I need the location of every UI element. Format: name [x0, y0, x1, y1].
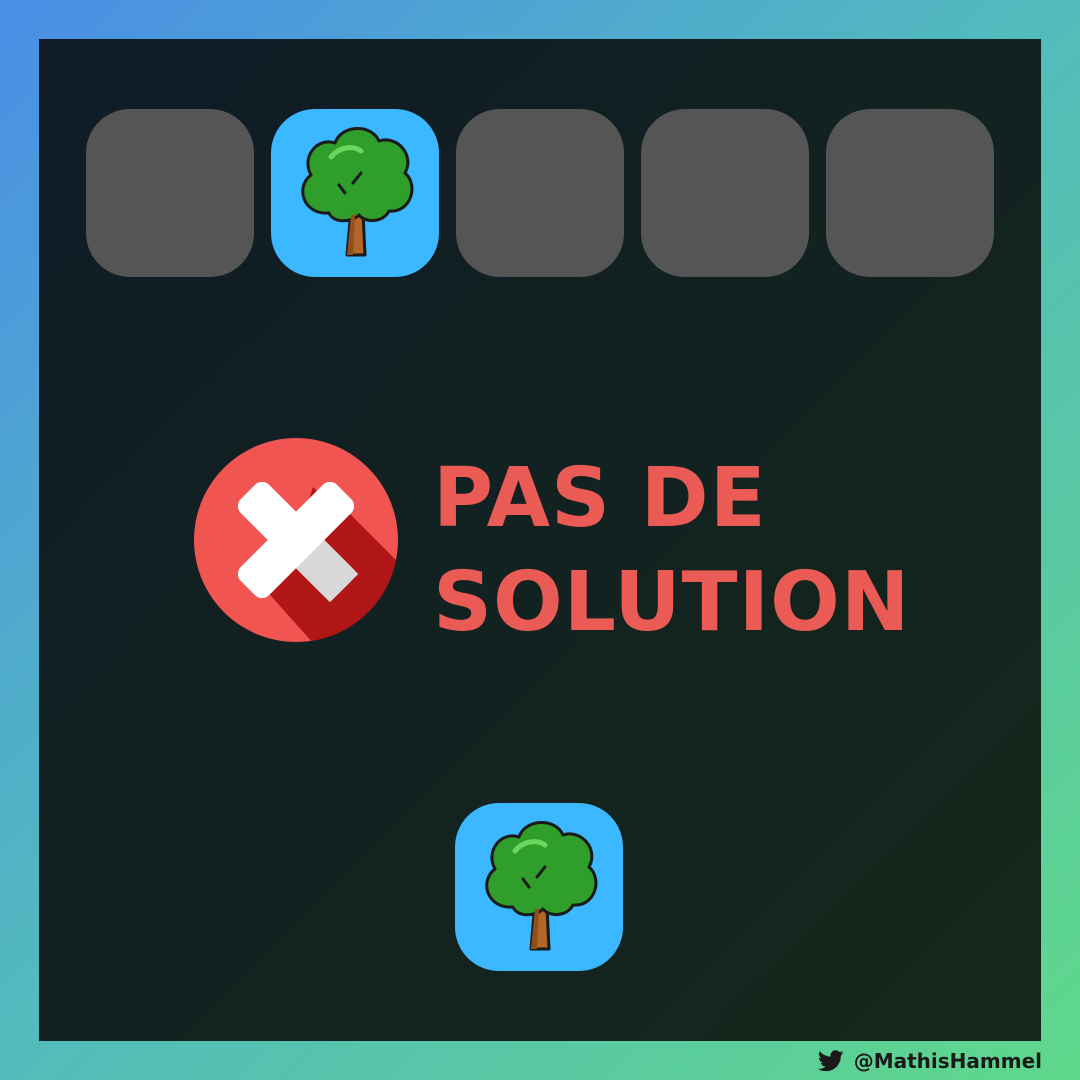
slot-1[interactable] [86, 109, 254, 277]
author-credit [818, 1047, 1042, 1075]
slot-2[interactable] [271, 109, 439, 277]
slot-4[interactable] [641, 109, 809, 277]
author-handle[interactable]: @MathisHammel [853, 1049, 1042, 1073]
result-line-2: SOLUTION [433, 555, 911, 650]
tree-icon [291, 123, 419, 263]
target-item[interactable] [455, 803, 623, 971]
game-board [39, 39, 1041, 1041]
slot-5[interactable] [826, 109, 994, 277]
x-circle-icon [193, 437, 399, 643]
tree-icon [475, 817, 603, 957]
result-line-1: PAS DE [433, 451, 767, 546]
twitter-bird-icon [818, 1050, 844, 1072]
slot-3[interactable] [456, 109, 624, 277]
no-solution-message [193, 437, 953, 650]
result-text [433, 447, 910, 655]
